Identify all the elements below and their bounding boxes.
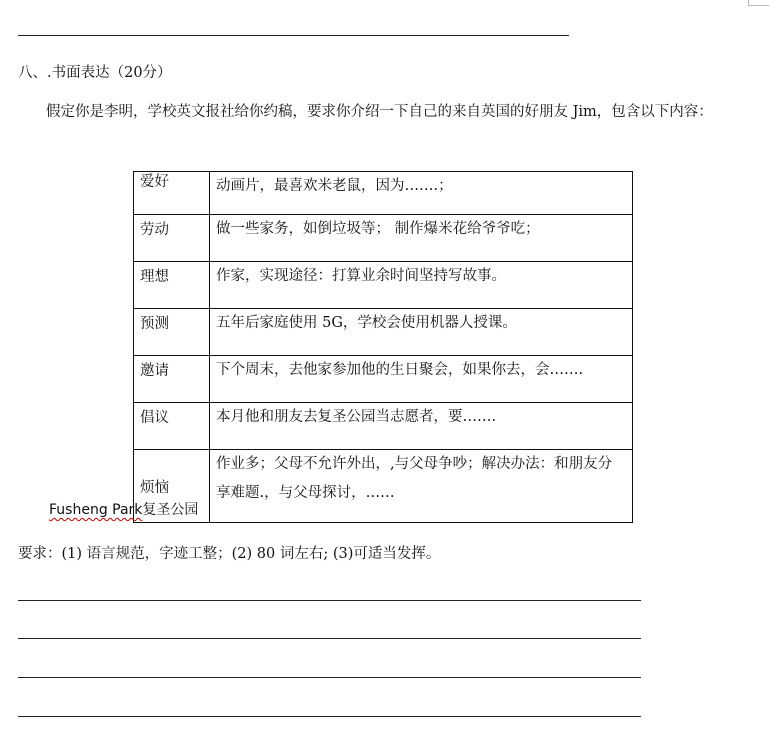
- row-topic: 烦恼: [134, 450, 210, 523]
- row-detail: 作业多；父母不允许外出，,与父母争吵；解决办法：和朋友分享难题.，与父母探讨，……: [210, 450, 633, 523]
- answer-line: [18, 638, 641, 639]
- table-row: [134, 356, 633, 403]
- row-topic: 劳动: [134, 215, 210, 262]
- answer-line: [18, 716, 641, 717]
- top-divider-line: [18, 35, 569, 36]
- row-topic: 邀请: [134, 356, 210, 403]
- row-detail: 下个周末，去他家参加他的生日聚会，如果你去，会…….: [210, 356, 633, 403]
- answer-line: [18, 677, 641, 678]
- page-corner-mark: [748, 0, 769, 6]
- table-row: [134, 172, 633, 215]
- row-detail: 做一些家务，如倒垃圾等； 制作爆米花给爷爷吃；: [210, 215, 633, 262]
- row-detail: 五年后家庭使用 5G，学校会使用机器人授课。: [210, 309, 633, 356]
- writing-prompt: 假定你是李明，学校英文报社给你约稿，要求你介绍一下自己的来自英国的好朋友 Jim，包含以下内容：: [46, 104, 713, 120]
- row-topic: 理想: [134, 262, 210, 309]
- info-table: [133, 171, 633, 523]
- row-detail: 本月他和朋友去复圣公园当志愿者，要…….: [210, 403, 633, 450]
- table-row: [134, 215, 633, 262]
- row-detail: 作家，实现途径：打算业余时间坚持写故事。: [210, 262, 633, 309]
- table-row: [134, 403, 633, 450]
- row-topic: 爱好: [134, 172, 210, 215]
- section-heading: 八、.书面表达（20分）: [18, 65, 172, 81]
- answer-line: [18, 600, 641, 601]
- row-topic: 预测: [134, 309, 210, 356]
- park-name-note: [49, 499, 198, 519]
- park-name-latin: Fusheng Park: [49, 502, 143, 518]
- table-row: [134, 309, 633, 356]
- row-detail: 动画片，最喜欢米老鼠，因为…….；: [210, 172, 633, 215]
- table-row: [134, 262, 633, 309]
- table-row: [134, 450, 633, 523]
- park-name-chinese: 复圣公园: [142, 502, 199, 518]
- row-topic: 倡议: [134, 403, 210, 450]
- requirements-text: 要求：(1) 语言规范，字迹工整；(2) 80 词左右; (3)可适当发挥。: [18, 546, 441, 562]
